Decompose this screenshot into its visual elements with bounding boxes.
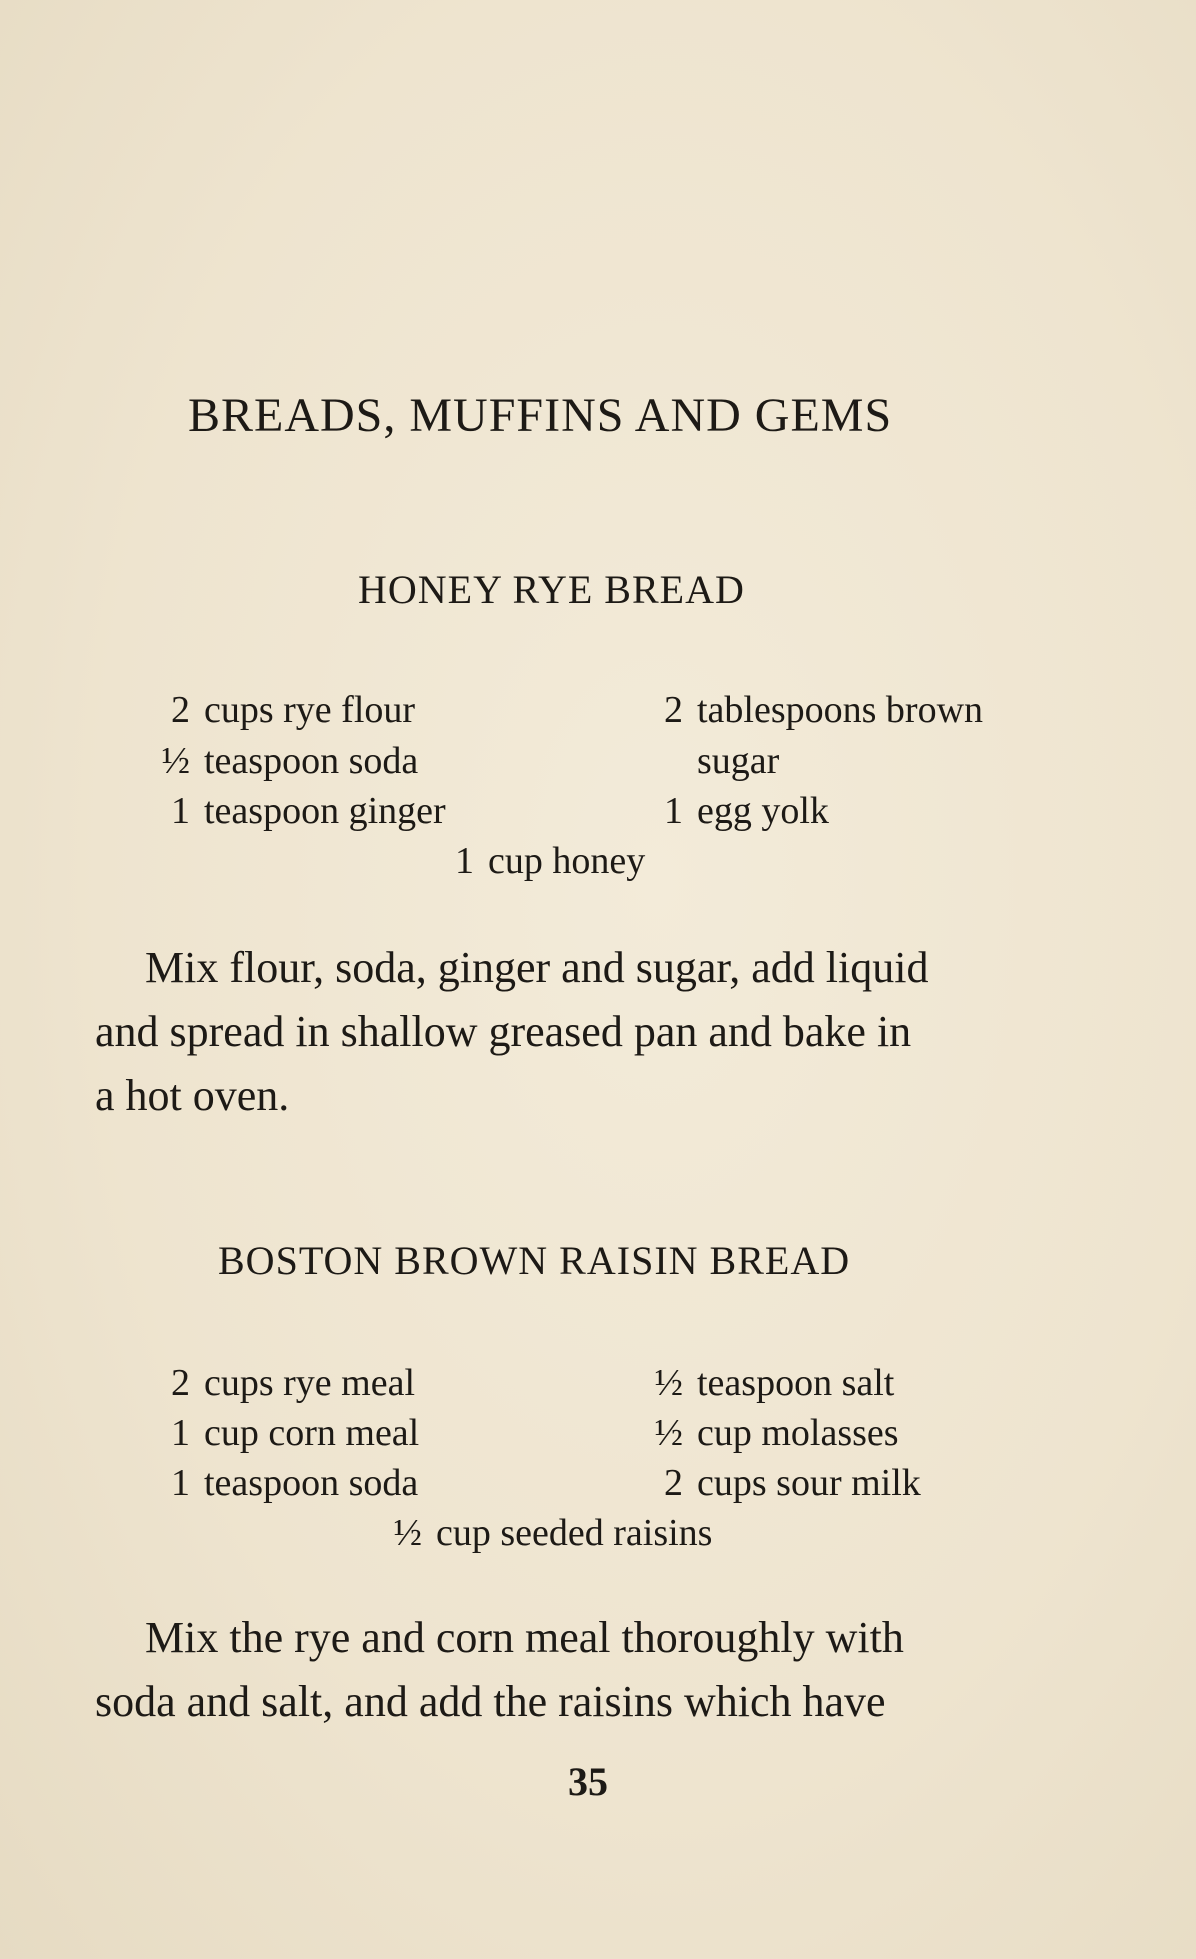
ingredient-qty: 2 — [664, 1462, 683, 1504]
ingredient-qty: 1 — [171, 1462, 190, 1504]
directions-line: Mix the rye and corn meal thoroughly with — [145, 1613, 904, 1662]
ingredient-text: teaspoon soda — [204, 740, 419, 782]
directions-line: Mix flour, soda, ginger and sugar, add liquid — [145, 943, 929, 992]
ingredient-text: teaspoon soda — [204, 1462, 419, 1504]
chapter-title: BREADS, MUFFINS AND GEMS — [188, 389, 893, 442]
directions-line: and spread in shallow greased pan and bake in — [95, 1007, 912, 1056]
ingredient-text: cup corn meal — [204, 1412, 420, 1454]
ingredient-qty: ½ — [161, 740, 190, 782]
ingredient-line — [146, 1361, 415, 1405]
ingredient-line-centered — [430, 839, 645, 883]
recipe-title-boston-brown-raisin-bread: BOSTON BROWN RAISIN BREAD — [218, 1238, 851, 1283]
ingredient-line — [643, 1411, 899, 1455]
ingredient-qty: 1 — [171, 790, 190, 832]
ingredient-qty: 2 — [171, 1362, 190, 1404]
ingredient-text: cups rye meal — [204, 1362, 416, 1404]
ingredient-text: cup honey — [488, 840, 646, 882]
ingredient-text: tablespoons brown — [697, 689, 984, 731]
ingredient-line — [146, 1461, 418, 1505]
directions-line: soda and salt, and add the raisins which have — [95, 1677, 886, 1726]
ingredient-text: cup molasses — [697, 1412, 899, 1454]
ingredient-text: teaspoon ginger — [204, 790, 446, 832]
ingredient-line — [146, 1411, 419, 1455]
ingredient-line — [643, 789, 829, 833]
ingredient-qty: ½ — [654, 1412, 683, 1454]
page-number: 35 — [568, 1759, 608, 1804]
ingredient-text: cups rye flour — [204, 689, 416, 731]
ingredient-line — [146, 789, 446, 833]
recipe-directions — [95, 1606, 1095, 1734]
ingredient-line — [643, 1361, 894, 1405]
recipe-title-honey-rye-bread: HONEY RYE BREAD — [358, 567, 745, 612]
ingredient-text: sugar — [697, 740, 780, 782]
recipe-directions — [95, 936, 1095, 1128]
directions-line: a hot oven. — [95, 1071, 290, 1120]
ingredient-line — [643, 1461, 921, 1505]
ingredient-text: cups sour milk — [697, 1462, 921, 1504]
ingredient-qty: ½ — [654, 1362, 683, 1404]
ingredient-qty: 2 — [171, 689, 190, 731]
ingredient-line-centered — [378, 1511, 712, 1555]
ingredient-line — [643, 739, 779, 783]
ingredient-text: cup seeded raisins — [436, 1512, 713, 1554]
ingredient-text: egg yolk — [697, 790, 829, 832]
ingredient-text: teaspoon salt — [697, 1362, 895, 1404]
ingredient-qty: 2 — [664, 689, 683, 731]
ingredient-line — [146, 739, 418, 783]
ingredient-line — [146, 688, 415, 732]
ingredient-qty: ½ — [393, 1512, 422, 1554]
ingredient-qty: 1 — [455, 840, 474, 882]
ingredient-qty: 1 — [171, 1412, 190, 1454]
ingredient-line — [643, 688, 983, 732]
ingredient-qty: 1 — [664, 790, 683, 832]
